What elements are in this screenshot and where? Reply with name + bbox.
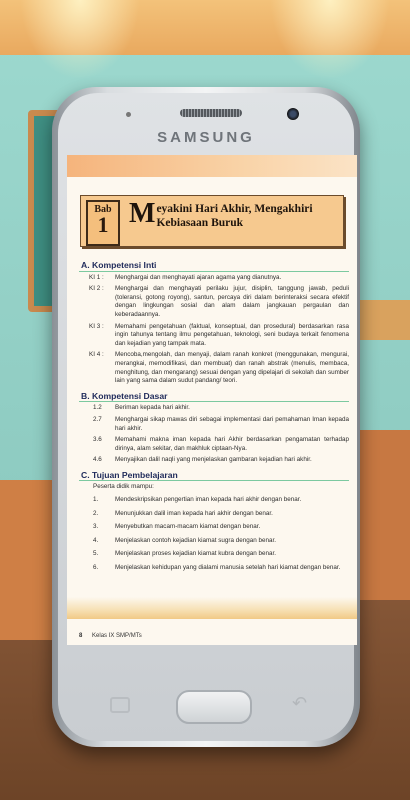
item-text: Menghargai dan menghayati ajaran agama yang dianutnya. xyxy=(115,273,282,281)
item-code: 3. xyxy=(93,523,99,531)
item-text: Mendeskripsikan pengertian iman kepada hari akhir dengan benar. xyxy=(115,496,302,504)
chapter-title-box xyxy=(80,195,344,247)
item-code: 6. xyxy=(93,564,99,572)
section-letter: C. xyxy=(81,469,90,480)
section-title: Tujuan Pembelajaran xyxy=(91,469,178,480)
list-item xyxy=(93,537,349,546)
item-text: Menjelaskan kehidupan yang dialami manusia setelah hari kiamat dengan benar. xyxy=(115,564,341,572)
heading-underline xyxy=(79,401,349,402)
item-text: Menyebutkan macam-macam kiamat dengan benar. xyxy=(115,523,261,531)
phone-frame xyxy=(52,87,360,747)
item-text: Menunjukkan dalil iman kepada hari akhir dengan benar. xyxy=(115,509,273,517)
item-code: 1. xyxy=(93,496,99,504)
item-code: 4. xyxy=(93,536,99,544)
phone-brand: SAMSUNG xyxy=(157,129,255,146)
chapter-title-initial: M xyxy=(129,198,156,229)
section-letter: A. xyxy=(81,260,90,270)
ceiling-light xyxy=(20,0,140,80)
section-heading-b xyxy=(79,392,349,401)
list-item xyxy=(93,523,349,532)
list-item xyxy=(93,416,349,433)
chapter-badge-label: Bab xyxy=(94,204,112,215)
phone-body xyxy=(58,93,354,741)
proximity-sensor xyxy=(126,112,131,117)
heading-underline xyxy=(79,271,349,272)
item-code: KI 1 : xyxy=(89,273,104,281)
item-code: 5. xyxy=(93,550,99,558)
item-text: Menjelaskan contoh kejadian kiamat sugra dengan benar. xyxy=(115,536,277,544)
item-text: Menyajikan dalil naqli yang menjelaskan gambaran kejadian hari akhir. xyxy=(115,456,312,464)
section-heading-c xyxy=(79,471,349,480)
back-icon[interactable]: ↶ xyxy=(292,693,308,713)
item-text: Memahami pengetahuan (faktual, konseptual, dan prosedural) berdasarkan rasa ingin tahunya tentang ilmu pengetahuan, teknologi, seni budaya terkait fenomena dan kejadian yang tampak mata. xyxy=(115,322,349,347)
page-number: 8 xyxy=(79,633,83,639)
heading-underline xyxy=(79,480,349,481)
item-code: 2.7 xyxy=(93,415,102,423)
item-code: KI 4 : xyxy=(89,351,104,359)
list-item xyxy=(93,404,349,413)
ceiling-light xyxy=(270,0,390,80)
page-footer xyxy=(79,633,142,639)
section-title: Kompetensi Dasar xyxy=(91,390,168,401)
item-text: Beriman kepada hari akhir. xyxy=(115,404,190,412)
item-code: 2. xyxy=(93,509,99,517)
list-item xyxy=(93,550,349,559)
list-item xyxy=(93,564,349,573)
objectives-intro: Peserta didik mampu: xyxy=(93,483,154,491)
list-item xyxy=(89,323,349,349)
item-text: Menghargai dan menghayati perilaku jujur, disiplin, tanggung jawab, peduli (toleransi, gotong royong), santun, percaya diri dalam berinteraksi secara efektif dengan lingkungan sosial dan alam dalam jangkauan pergaulan dan keberadaannya. xyxy=(115,285,349,318)
decorative-wave xyxy=(67,597,357,619)
item-text: Menghargai sikap mawas diri sebagai implementasi dari pemahaman Iman kepada hari akhir. xyxy=(115,415,349,432)
item-code: 3.6 xyxy=(93,436,102,444)
item-text: Menjelaskan proses kejadian kiamat kubra dengan benar. xyxy=(115,550,277,558)
chapter-number: 1 xyxy=(97,212,109,237)
list-item xyxy=(93,436,349,453)
page-content xyxy=(79,255,349,578)
item-code: 1.2 xyxy=(93,404,102,412)
section-letter: B. xyxy=(81,390,90,401)
list-item xyxy=(93,510,349,519)
list-item xyxy=(89,285,349,319)
item-code: 4.6 xyxy=(93,456,102,464)
front-camera-icon xyxy=(287,108,299,120)
home-button[interactable] xyxy=(176,690,252,724)
chapter-title xyxy=(129,198,339,230)
page-header-strip xyxy=(67,155,357,177)
book-page[interactable] xyxy=(67,155,357,645)
item-code: KI 3 : xyxy=(89,322,104,330)
chapter-title-line1: eyakini Hari Akhir, Mengakhiri xyxy=(156,203,313,215)
item-text: Memahami makna iman kepada hari Akhir berdasarkan pengamatan terhadap dirinya, alam sekitar, dan makhluk ciptaan-Nya. xyxy=(115,436,349,452)
recent-apps-icon[interactable] xyxy=(110,697,130,713)
section-title: Kompetensi Inti xyxy=(91,260,157,270)
item-code: KI 2 : xyxy=(89,285,104,293)
earpiece-speaker xyxy=(180,109,242,117)
chapter-badge xyxy=(86,200,120,246)
list-item xyxy=(89,351,349,385)
chapter-title-line2: Kebiasaan Buruk xyxy=(156,217,244,229)
list-item xyxy=(93,496,349,505)
footer-text: Kelas IX SMP/MTs xyxy=(92,633,142,639)
item-text: Mencoba,mengolah, dan menyaji, dalam ranah konkret (menggunakan, mengurai, merangkai, memodifikasi, dan membuat) dan ranah abstrak (menulis, membaca, menghitung, dan mengarang) sesuai dengan yang dipelajari di sekolah dan sumber lain yang sama dalam sudut pandang/ teori. xyxy=(115,351,349,385)
section-heading-a xyxy=(79,261,349,270)
list-item xyxy=(93,456,349,465)
list-item xyxy=(89,274,349,283)
